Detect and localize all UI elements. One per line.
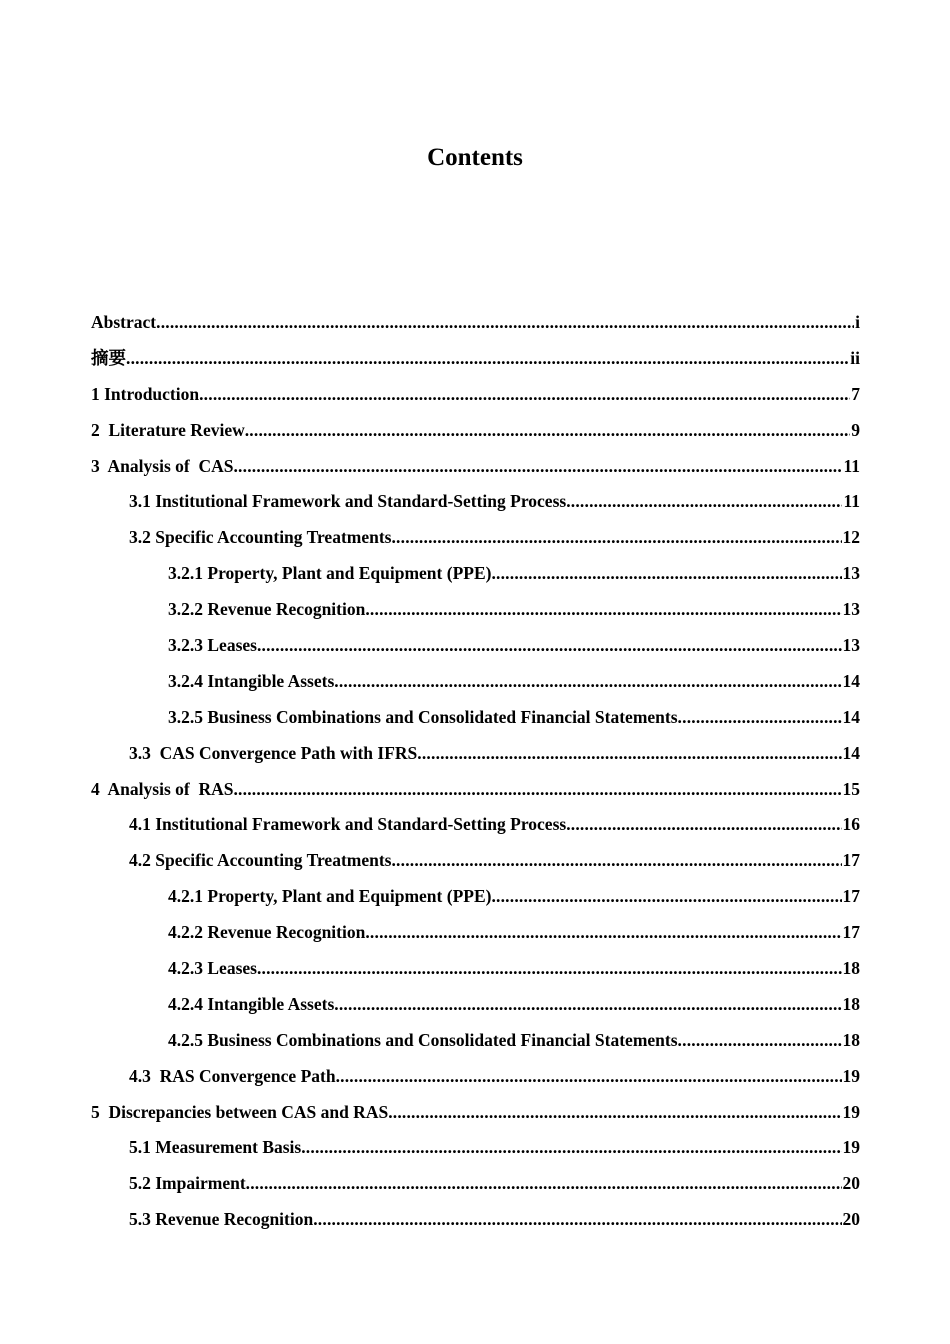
toc-entry-label: 5.3 Revenue Recognition <box>129 1209 314 1230</box>
toc-entry-label: 摘要 <box>91 347 126 368</box>
toc-entry-label: 4.2.5 Business Combinations and Consolidated Financial Statements <box>168 1029 678 1050</box>
toc-entry-label: 4.2.4 Intangible Assets <box>168 993 335 1014</box>
toc-entry[interactable] <box>91 1060 860 1096</box>
toc-dot-leader <box>334 988 841 1020</box>
toc-entry-label: 5.2 Impairment <box>129 1173 246 1194</box>
toc-dot-leader <box>233 773 841 805</box>
toc-page-number: 7 <box>851 383 860 404</box>
toc-entry[interactable] <box>91 485 860 521</box>
toc-dot-leader <box>257 629 842 661</box>
toc-page-number: 18 <box>842 1029 860 1050</box>
toc-entry-label: 1 Introduction <box>91 383 200 404</box>
toc-page-number: 14 <box>842 742 860 763</box>
toc-page-number: 14 <box>842 670 860 691</box>
toc-entry-label: 4.2.3 Leases <box>168 958 257 979</box>
toc-page-number: 11 <box>843 491 860 512</box>
page-title: Contents <box>427 143 523 171</box>
toc-dot-leader <box>257 952 842 984</box>
toc-dot-leader <box>678 1024 842 1056</box>
toc-entry[interactable] <box>91 773 860 809</box>
toc-dot-leader <box>491 557 841 589</box>
toc-entry[interactable] <box>91 342 860 378</box>
toc-dot-leader <box>491 880 841 912</box>
toc-entry-label: 3.2.4 Intangible Assets <box>168 670 335 691</box>
toc-entry[interactable] <box>91 557 860 593</box>
toc-page-number: 14 <box>842 706 860 727</box>
toc-entry[interactable] <box>91 1203 860 1239</box>
toc-entry-label: Abstract <box>91 312 157 332</box>
toc-entry[interactable] <box>91 593 860 629</box>
toc-entry-label: 4.2.2 Revenue Recognition <box>168 922 366 943</box>
toc-entry[interactable] <box>91 665 860 701</box>
toc-page-number: 19 <box>842 1101 860 1122</box>
toc-entry[interactable] <box>91 450 860 486</box>
toc-dot-leader <box>313 1203 841 1235</box>
toc-entry[interactable] <box>91 880 860 916</box>
toc-page-number: 18 <box>842 993 860 1014</box>
toc-page-number: 17 <box>842 886 860 907</box>
toc-dot-leader <box>336 1060 842 1092</box>
toc-entry[interactable] <box>91 629 860 665</box>
toc-entry-label: 5.1 Measurement Basis <box>129 1137 302 1158</box>
toc-entry[interactable] <box>91 844 860 880</box>
toc-entry-label: 3.2.1 Property, Plant and Equipment (PPE) <box>168 563 492 584</box>
toc-entry[interactable] <box>91 1024 860 1060</box>
toc-dot-leader <box>391 521 841 553</box>
toc-page-number: 20 <box>842 1209 860 1230</box>
toc-entry-label: 4.2 Specific Accounting Treatments <box>129 850 392 871</box>
toc-entry-label: 4.3 RAS Convergence Path <box>129 1065 336 1086</box>
toc-dot-leader <box>301 1131 841 1163</box>
toc-page-number: 15 <box>842 778 860 799</box>
toc-dot-leader <box>365 593 841 625</box>
toc-entry-label: 3.3 CAS Convergence Path with IFRS <box>129 742 418 763</box>
toc-entry-label: 5 Discrepancies between CAS and RAS <box>91 1101 389 1122</box>
toc-entry-label: 4 Analysis of RAS <box>91 778 234 799</box>
toc-entry-label: 3.2.5 Business Combinations and Consolidated Financial Statements <box>168 706 678 727</box>
toc-entry[interactable] <box>91 916 860 952</box>
toc-page-number: 19 <box>842 1137 860 1158</box>
toc-entry[interactable] <box>91 737 860 773</box>
toc-entry-label: 3.2.2 Revenue Recognition <box>168 599 366 620</box>
toc-entry[interactable] <box>91 952 860 988</box>
toc-entry[interactable] <box>91 701 860 737</box>
toc-dot-leader <box>246 1167 842 1199</box>
toc-page-number: 17 <box>842 850 860 871</box>
toc-dot-leader <box>566 485 842 517</box>
toc-dot-leader <box>678 701 842 733</box>
toc-entry[interactable] <box>91 378 860 414</box>
toc-page-number: ii <box>850 347 860 368</box>
toc-entry-label: 4.2.1 Property, Plant and Equipment (PPE) <box>168 886 492 907</box>
toc-entry-label: 3 Analysis of CAS <box>91 455 234 476</box>
toc-page-number: 11 <box>843 455 860 476</box>
table-of-contents <box>91 306 860 1239</box>
toc-entry[interactable] <box>91 306 860 342</box>
toc-entry-label: 3.2.3 Leases <box>168 635 257 656</box>
toc-entry[interactable] <box>91 988 860 1024</box>
toc-page-number: 13 <box>842 635 860 656</box>
toc-page-number: 17 <box>842 922 860 943</box>
toc-dot-leader <box>245 414 851 446</box>
toc-dot-leader <box>126 342 849 374</box>
toc-dot-leader <box>233 450 842 482</box>
toc-entry[interactable] <box>91 1167 860 1203</box>
toc-entry[interactable] <box>91 808 860 844</box>
toc-page-number: 9 <box>851 419 860 440</box>
toc-entry-label: 4.1 Institutional Framework and Standard-Setting Process <box>129 814 567 835</box>
toc-page-number: 13 <box>842 599 860 620</box>
toc-dot-leader <box>566 808 841 840</box>
toc-dot-leader <box>156 306 854 338</box>
toc-dot-leader <box>199 378 850 410</box>
toc-entry-label: 2 Literature Review <box>91 419 245 440</box>
toc-page-number: i <box>855 312 860 332</box>
toc-entry[interactable] <box>91 1131 860 1167</box>
toc-entry[interactable] <box>91 414 860 450</box>
toc-page-number: 16 <box>842 814 860 835</box>
toc-page-number: 18 <box>842 958 860 979</box>
toc-entry[interactable] <box>91 521 860 557</box>
toc-page-number: 20 <box>842 1173 860 1194</box>
toc-dot-leader <box>388 1096 841 1128</box>
toc-dot-leader <box>417 737 841 769</box>
toc-dot-leader <box>365 916 841 948</box>
toc-dot-leader <box>391 844 841 876</box>
toc-dot-leader <box>334 665 841 697</box>
toc-entry-label: 3.1 Institutional Framework and Standard-Setting Process <box>129 491 567 512</box>
toc-entry-label: 3.2 Specific Accounting Treatments <box>129 527 392 548</box>
toc-entry[interactable] <box>91 1096 860 1132</box>
toc-page-number: 12 <box>842 527 860 548</box>
toc-page-number: 19 <box>842 1065 860 1086</box>
toc-page-number: 13 <box>842 563 860 584</box>
